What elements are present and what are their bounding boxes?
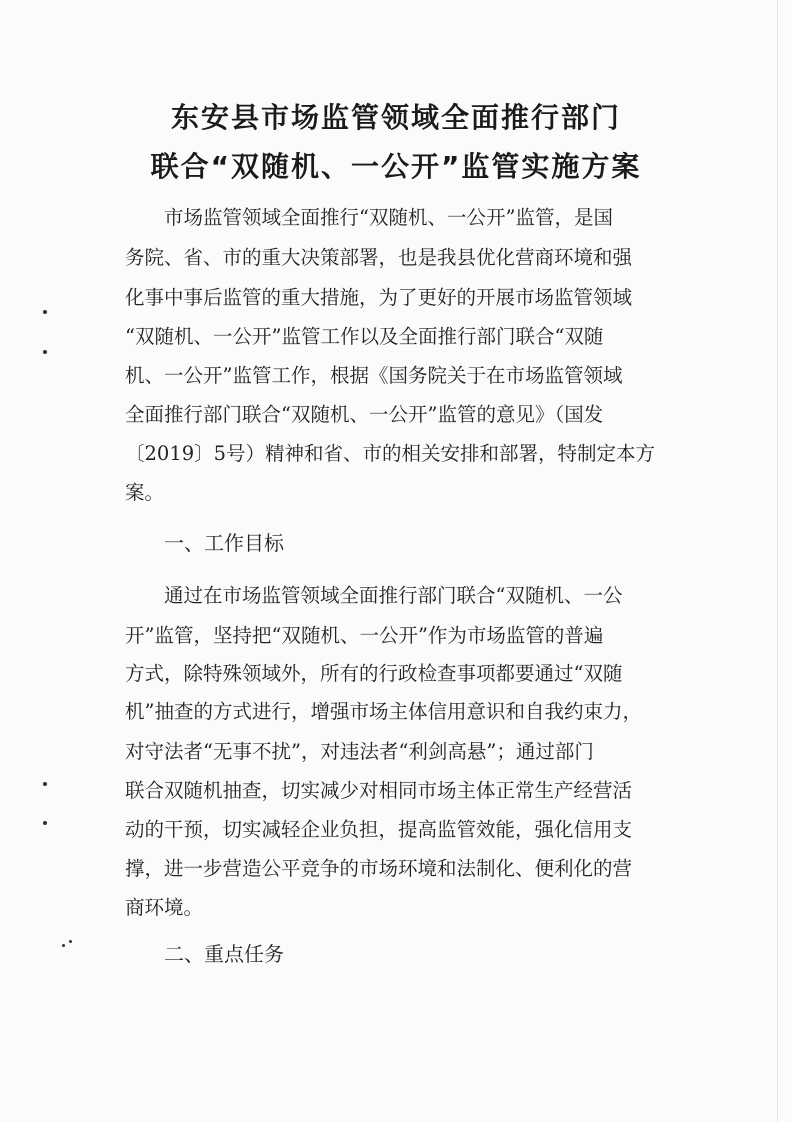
intro-line: 案。 <box>125 481 165 504</box>
intro-line: 市场监管领域全面推行“双随机、一公开”监管，是国 <box>164 206 613 229</box>
scan-speck <box>43 350 47 354</box>
section1-line: 商环境。 <box>125 896 204 919</box>
section1-line: 机”抽查的方式进行，增强市场主体信用意识和自我约束力， <box>125 700 642 723</box>
section-heading-tasks: 二、重点任务 <box>164 942 284 966</box>
intro-line: 化事中事后监管的重大措施，为了更好的开展市场监管领域 <box>125 286 633 309</box>
section1-line: 通过在市场监管领域全面推行部门联合“双随机、一公 <box>164 584 623 607</box>
intro-line: 〔2019〕5号）精神和省、市的相关安排和部署，特制定本方 <box>125 442 656 465</box>
document-title-line-1: 东安县市场监管领域全面推行部门 <box>170 101 621 134</box>
section1-line: 对守法者“无事不扰”，对违法者“利剑高悬”；通过部门 <box>125 740 594 763</box>
scan-speck <box>69 940 72 943</box>
section1-line: 撑，进一步营造公平竞争的市场环境和法制化、便利化的营 <box>125 857 633 880</box>
section1-line: 动的干预，切实减轻企业负担，提高监管效能，强化信用支 <box>125 818 633 841</box>
section1-line: 开”监管，坚持把“双随机、一公开”作为市场监管的普遍 <box>125 624 604 647</box>
section1-line: 联合双随机抽查，切实减少对相同市场主体正常生产经营活 <box>125 779 633 802</box>
scan-speck <box>43 782 47 786</box>
section1-line: 方式，除特殊领域外，所有的行政检查事项都要通过“双随 <box>125 662 623 685</box>
document-title-line-2: 联合“双随机、一公开”监管实施方案 <box>150 150 642 183</box>
section-heading-goals: 一、工作目标 <box>164 531 284 555</box>
scan-speck <box>43 821 47 825</box>
scan-speck <box>62 944 65 947</box>
scan-speck <box>43 310 47 314</box>
intro-line: “双随机、一公开”监管工作以及全面推行部门联合“双随 <box>125 325 604 348</box>
intro-line: 全面推行部门联合“双随机、一公开”监管的意见》（国发 <box>125 403 604 426</box>
intro-line: 机、一公开”监管工作，根据《国务院关于在市场监管领域 <box>125 364 623 387</box>
intro-line: 务院、省、市的重大决策部署，也是我县优化营商环境和强 <box>125 246 633 269</box>
